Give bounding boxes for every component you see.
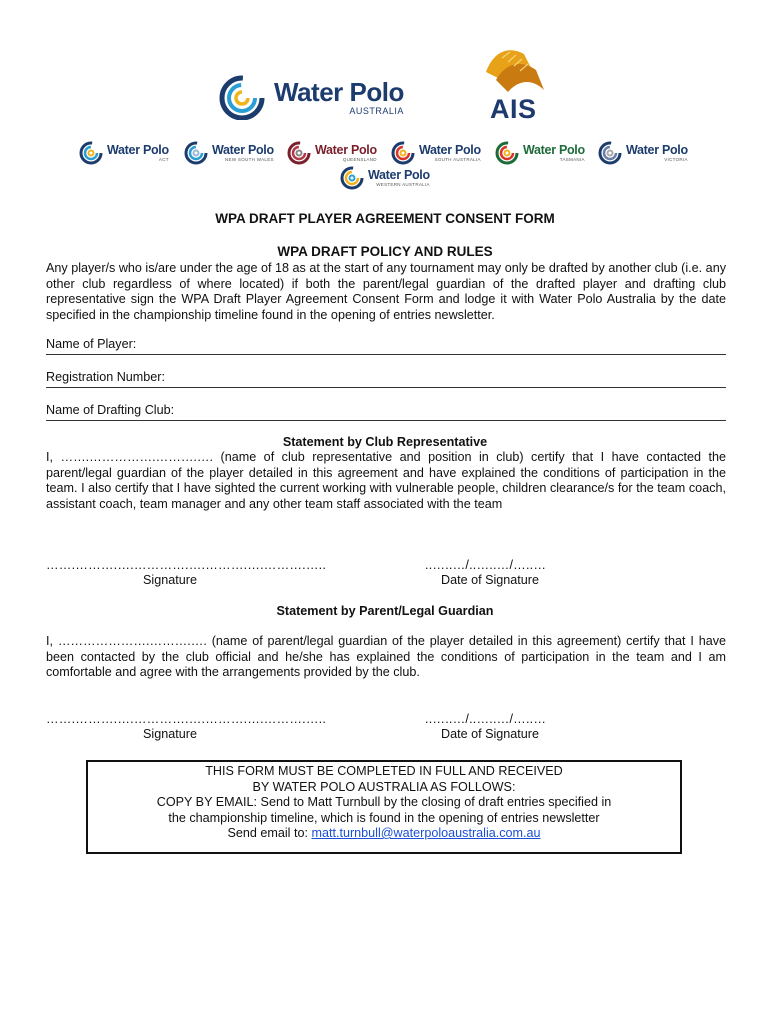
ais-text: AIS — [490, 94, 537, 124]
policy-heading: WPA DRAFT POLICY AND RULES — [277, 244, 493, 259]
form-title: WPA DRAFT PLAYER AGREEMENT CONSENT FORM — [215, 211, 555, 226]
state-logo-wa — [339, 164, 430, 192]
notice-email-line — [88, 826, 680, 842]
state-logo-name: Water Polo — [107, 143, 169, 157]
notice-line-3: COPY BY EMAIL: Send to Matt Turnbull by the closing of draft entries specified in — [156, 795, 612, 809]
email-link[interactable]: matt.turnbull@waterpoloaustralia.com.au — [311, 826, 541, 840]
parent-signature-line[interactable]: …….……….….………….….……….….……….….. — [46, 712, 327, 726]
swirl-logo-icon — [390, 140, 416, 166]
state-logo-name: Water Polo — [523, 143, 585, 157]
state-logo-tas — [494, 139, 585, 167]
logo-sub: AUSTRALIA — [349, 105, 404, 116]
swirl-logo-icon — [286, 140, 312, 166]
parent-heading: Statement by Parent/Legal Guardian — [276, 604, 494, 618]
logo-name: Water Polo — [274, 76, 404, 107]
state-logo-name: Water Polo — [368, 168, 430, 182]
swirl-logo-icon — [78, 140, 104, 166]
club-rep-statement: I, …….…………….……….…. (name of club representative and position in club) certify that I have contacted the parent/legal guardian of the player detailed in this agreement and have explained the conditions of participation in the team. I also certify that I have sighted the current working with vulnerable people, children clearance/s for the team coach, assistant coach, team manager and any other team staff associated with the team — [46, 450, 726, 511]
swirl-logo-icon — [597, 140, 623, 166]
club-rep-heading: Statement by Club Representative — [282, 435, 488, 449]
state-logo-vic — [597, 139, 688, 167]
parent-date-label: Date of Signature — [440, 727, 539, 741]
state-logo-nsw — [183, 139, 274, 167]
drafting-club-label: Name of Drafting Club: — [46, 403, 175, 417]
state-logo-sub: ACT — [158, 156, 169, 162]
state-logo-sub: QUEENSLAND — [342, 156, 377, 162]
swirl-logo-icon — [218, 74, 268, 120]
policy-text: Any player/s who is/are under the age of 18 as at the start of any tournament may only be drafted by another club (i.e. any other club regardless of where located) if both the parent/legal guardian of the drafted player and drafting club representative sign the WPA Draft Player Agreement Consent Form and lodge it with Water Polo Australia by the date specified in the championship timeline found in the opening of entries newsletter. — [46, 261, 726, 322]
swirl-logo-icon — [183, 140, 209, 166]
state-logo-sub: NEW SOUTH WALES — [224, 156, 274, 162]
state-logo-qld — [286, 139, 377, 167]
club-rep-signature-label: Signature — [143, 573, 197, 587]
email-prefix: Send email to: — [227, 826, 312, 840]
notice-line-1: THIS FORM MUST BE COMPLETED IN FULL AND RECEIVED — [205, 764, 563, 778]
club-rep-date-label: Date of Signature — [440, 573, 539, 587]
state-logo-sub: WESTERN AUSTRALIA — [376, 181, 430, 187]
swirl-logo-icon — [494, 140, 520, 166]
club-rep-date-line[interactable]: ..…..…/..…..…/…..… — [425, 558, 547, 572]
notice-line-4: the championship timeline, which is found in the opening of entries newsletter — [168, 810, 600, 825]
parent-signature-label: Signature — [143, 727, 197, 741]
player-name-field[interactable] — [46, 337, 726, 355]
state-logo-name: Water Polo — [419, 143, 481, 157]
club-rep-signature-line[interactable]: …….……….….………….….……….….……….….. — [46, 558, 327, 572]
drafting-club-field[interactable] — [46, 403, 726, 421]
state-logo-act — [78, 139, 169, 167]
ais-logo — [480, 44, 550, 124]
parent-statement: I, ………………….……….…. (name of parent/legal guardian of the player detailed in this agreement) certify that I have been contacted by the club official and he/she has explained the conditions of participation in the team and I am comfortable and agree with the arrangements provided by the club. — [46, 634, 726, 679]
parent-date-line[interactable]: ..…..…/..…..…/…..… — [425, 712, 547, 726]
player-name-label: Name of Player: — [46, 337, 137, 351]
water-polo-australia-logo — [218, 74, 404, 120]
state-logo-sub: TASMANIA — [559, 156, 585, 162]
state-logo-name: Water Polo — [212, 143, 274, 157]
notice-line-2: BY WATER POLO AUSTRALIA AS FOLLOWS: — [252, 779, 516, 794]
registration-number-field[interactable] — [46, 370, 726, 388]
submission-notice-box — [86, 760, 682, 854]
ais-ribbon-icon — [480, 44, 550, 96]
state-logo-name: Water Polo — [315, 143, 377, 157]
registration-number-label: Registration Number: — [46, 370, 165, 384]
state-logo-sub: VICTORIA — [664, 156, 688, 162]
state-logo-sub: SOUTH AUSTRALIA — [434, 156, 481, 162]
swirl-logo-icon — [339, 165, 365, 191]
state-logo-sa — [390, 139, 481, 167]
state-logo-name: Water Polo — [626, 143, 688, 157]
